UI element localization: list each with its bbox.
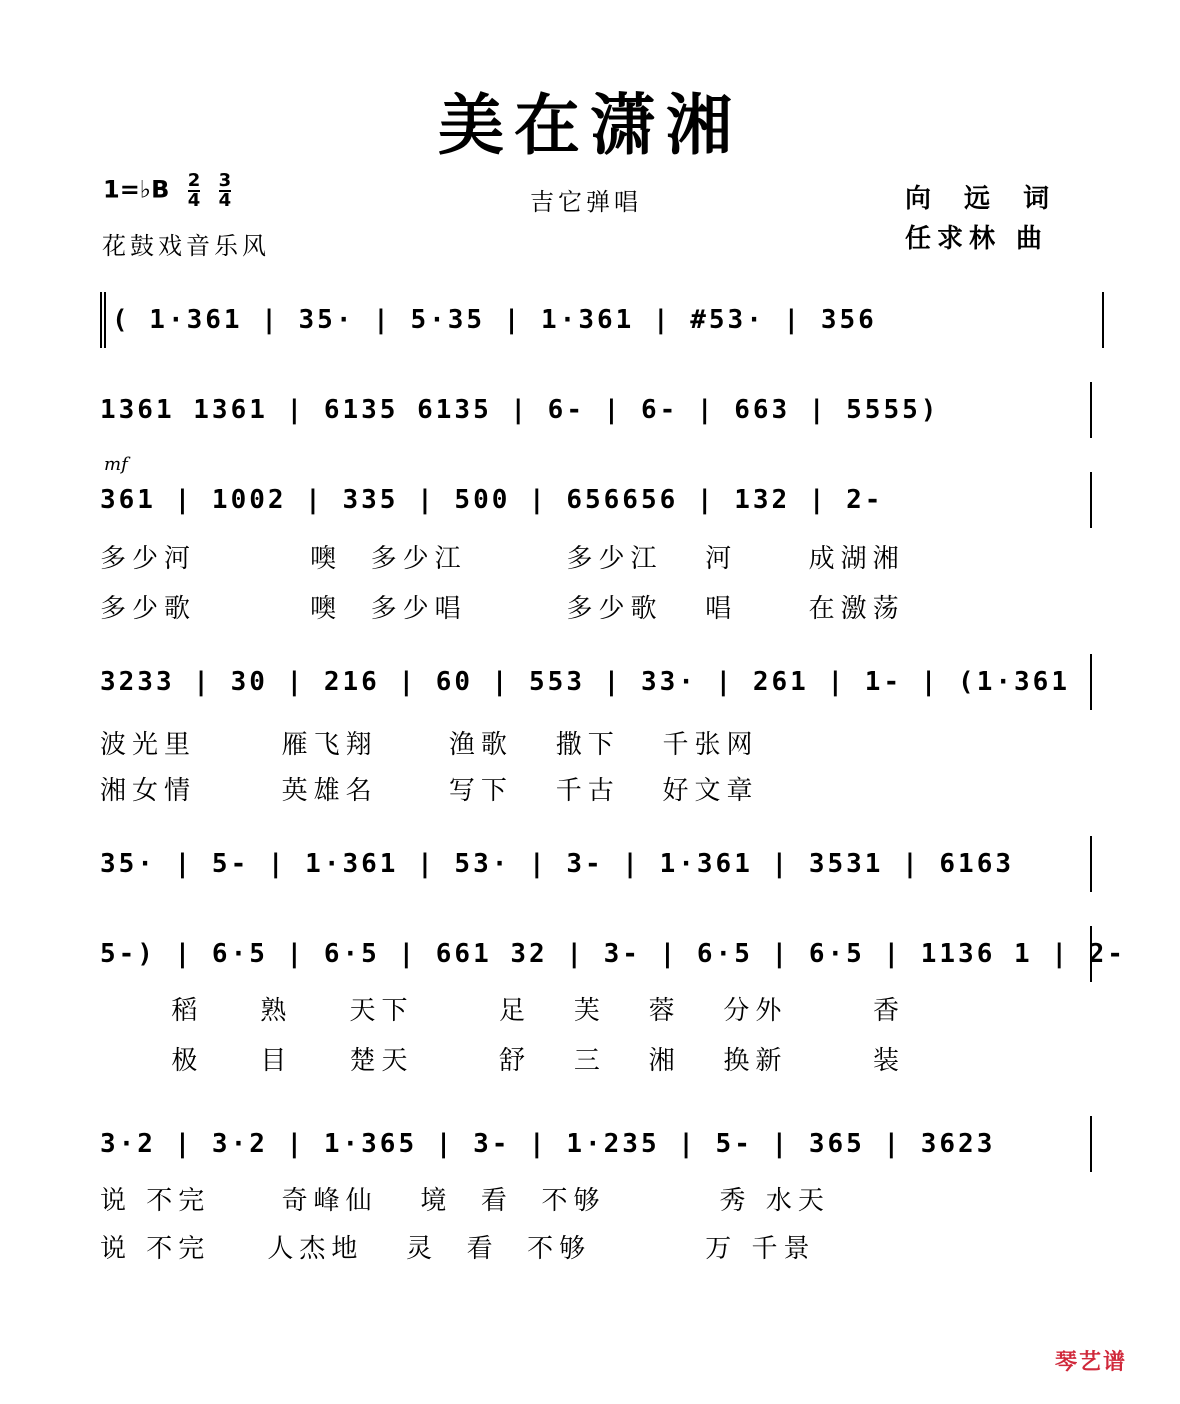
composer: 任求林 曲 bbox=[905, 224, 1049, 254]
staff-line-2: 1361 1361 | 6135 6135 | 6- | 6- | 663 | 5555) bbox=[100, 382, 1092, 438]
key-signature bbox=[103, 172, 231, 209]
lyric-verse-2: 湘女情 英雄名 写下 千古 好文章 bbox=[100, 776, 759, 806]
staff-line-5: 35· | 5- | 1·361 | 53· | 3- | 1·361 | 3531 | 6163 bbox=[100, 836, 1092, 892]
lyric-verse-2: 多少歌 噢 多少唱 多少歌 唱 在激荡 bbox=[100, 594, 905, 624]
time-signature-2-4: $\frac{2}{4}$ bbox=[187, 170, 201, 211]
time-signature-3-4: $\frac{3}{4}$ bbox=[218, 170, 232, 211]
staff-line-1: ( 1·361 | 35· | 5·35 | 1·361 | #53· | 356 bbox=[100, 292, 1104, 348]
dynamic-mark: mf bbox=[104, 454, 128, 475]
staff-line-7: 3·2 | 3·2 | 1·365 | 3- | 1·235 | 5- | 365 | 3623 bbox=[100, 1116, 1092, 1172]
subtitle: 吉它弹唱 bbox=[530, 188, 642, 216]
lyric-verse-1: 多少河 噢 多少江 多少江 河 成湖湘 bbox=[100, 544, 905, 574]
lyric-verse-2: 极 目 楚天 舒 三 湘 换新 装 bbox=[100, 1046, 905, 1076]
lyric-verse-1: 说 不完 奇峰仙 境 看 不够 秀 水天 bbox=[100, 1186, 830, 1216]
staff-line-4: 3233 | 30 | 216 | 60 | 553 | 33· | 261 | 1- | (1·361 bbox=[100, 654, 1092, 710]
staff-line-3: 361 | 1002 | 335 | 500 | 656656 | 132 | 2- bbox=[100, 472, 1092, 528]
lyric-verse-2: 说 不完 人杰地 灵 看 不够 万 千景 bbox=[100, 1234, 816, 1264]
staff-line-6: 5-) | 6·5 | 6·5 | 661 32 | 3- | 6·5 | 6·5 | 1136 1 | 2- bbox=[100, 926, 1092, 982]
lyric-verse-1: 稻 熟 天下 足 芙 蓉 分外 香 bbox=[100, 996, 905, 1026]
page-title: 美在潇湘 bbox=[438, 86, 742, 164]
lyricist: 向 远 词 bbox=[905, 184, 1062, 214]
watermark-logo: 琴艺谱 bbox=[1055, 1350, 1128, 1375]
lyric-verse-1: 波光里 雁飞翔 渔歌 撒下 千张网 bbox=[100, 730, 759, 760]
key-label: 1=♭B bbox=[103, 175, 170, 204]
style-note: 花鼓戏音乐风 bbox=[102, 232, 270, 260]
